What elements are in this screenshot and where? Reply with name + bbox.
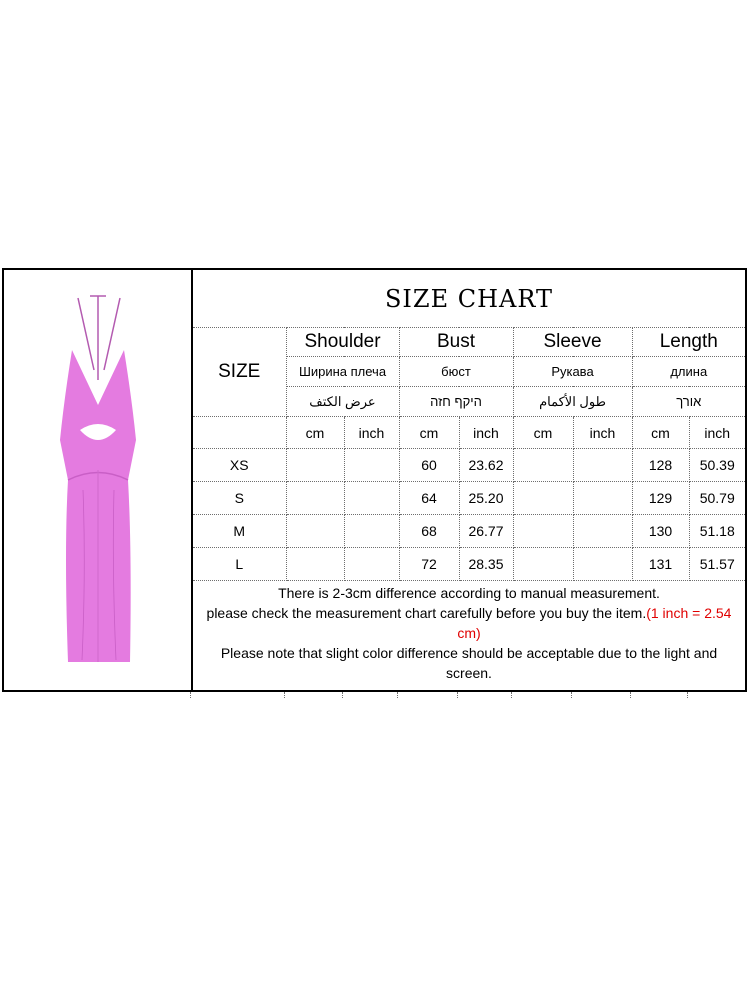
note-line-2-text: please check the measurement chart carefully before you buy the item.: [206, 605, 647, 621]
shoulder-cm-cell: [286, 482, 344, 515]
shoulder-inch-cell: [344, 548, 399, 581]
bust-header: Bust: [399, 328, 513, 357]
note-line-2: [197, 603, 741, 643]
length-inch-cell: 50.79: [689, 482, 745, 515]
sleeve-cm-cell: [513, 449, 573, 482]
unit-cm: cm: [513, 417, 573, 449]
unit-cm: cm: [632, 417, 689, 449]
sleeve-cm-cell: [513, 482, 573, 515]
grid-tail-lines: [2, 692, 747, 698]
size-table-area: [193, 270, 745, 690]
size-cell: XS: [193, 449, 286, 482]
unit-inch: inch: [573, 417, 632, 449]
unit-cm: cm: [286, 417, 344, 449]
sleeve-inch-cell: [573, 548, 632, 581]
bust-cm-cell: 72: [399, 548, 459, 581]
sleeve-inch-cell: [573, 482, 632, 515]
length-inch-cell: 50.39: [689, 449, 745, 482]
length-header-he: אורך: [632, 387, 745, 417]
chart-title: SIZE CHART: [193, 270, 745, 328]
grid-tail-col: [458, 692, 512, 698]
length-cm-cell: 130: [632, 515, 689, 548]
size-table: [193, 270, 745, 685]
table-row: [193, 515, 745, 548]
inch-conversion-note: (1 inch = 2.54 cm): [457, 605, 732, 641]
grid-tail-col: [343, 692, 398, 698]
sleeve-inch-cell: [573, 449, 632, 482]
shoulder-header-ru: Ширина плеча: [286, 357, 399, 387]
product-photo: [4, 270, 193, 690]
length-inch-cell: 51.57: [689, 548, 745, 581]
table-row: [193, 482, 745, 515]
sleeve-cm-cell: [513, 515, 573, 548]
length-cm-cell: 128: [632, 449, 689, 482]
unit-empty: [193, 417, 286, 449]
grid-tail-col: [512, 692, 572, 698]
grid-tail-col: [191, 692, 285, 698]
note-line-1: There is 2-3cm difference according to manual measurement.: [278, 585, 660, 601]
shoulder-cm-cell: [286, 515, 344, 548]
sleeve-header-ar: طول الأكمام: [513, 387, 632, 417]
size-cell: M: [193, 515, 286, 548]
length-cm-cell: 129: [632, 482, 689, 515]
table-row: [193, 449, 745, 482]
bust-cm-cell: 60: [399, 449, 459, 482]
bust-cm-cell: 64: [399, 482, 459, 515]
unit-cm: cm: [399, 417, 459, 449]
bust-inch-cell: 28.35: [459, 548, 513, 581]
grid-tail-col: [398, 692, 458, 698]
shoulder-header: Shoulder: [286, 328, 399, 357]
size-chart-frame: [2, 268, 747, 692]
table-row: [193, 548, 745, 581]
bust-inch-cell: 25.20: [459, 482, 513, 515]
shoulder-inch-cell: [344, 515, 399, 548]
note-line-3: Please note that slight color difference should be acceptable due to the light and screen.: [220, 645, 718, 681]
bust-cm-cell: 68: [399, 515, 459, 548]
unit-inch: inch: [689, 417, 745, 449]
shoulder-inch-cell: [344, 449, 399, 482]
measurement-notes: [193, 581, 745, 686]
bust-inch-cell: 23.62: [459, 449, 513, 482]
sleeve-inch-cell: [573, 515, 632, 548]
pink-halter-dress-image: [28, 290, 168, 670]
length-header: Length: [632, 328, 745, 357]
shoulder-inch-cell: [344, 482, 399, 515]
bust-inch-cell: 26.77: [459, 515, 513, 548]
length-header-ru: длина: [632, 357, 745, 387]
size-header: SIZE: [193, 328, 286, 417]
length-inch-cell: 51.18: [689, 515, 745, 548]
unit-inch: inch: [344, 417, 399, 449]
size-cell: S: [193, 482, 286, 515]
shoulder-cm-cell: [286, 548, 344, 581]
bust-header-he: היקף חזה: [399, 387, 513, 417]
bust-header-ru: бюст: [399, 357, 513, 387]
sleeve-cm-cell: [513, 548, 573, 581]
sleeve-header-ru: Рукава: [513, 357, 632, 387]
grid-tail-col: [572, 692, 631, 698]
unit-inch: inch: [459, 417, 513, 449]
sleeve-header: Sleeve: [513, 328, 632, 357]
grid-tail-col: [285, 692, 343, 698]
size-cell: L: [193, 548, 286, 581]
shoulder-cm-cell: [286, 449, 344, 482]
grid-tail-col: [2, 692, 191, 698]
grid-tail-col: [631, 692, 688, 698]
length-cm-cell: 131: [632, 548, 689, 581]
shoulder-header-ar: عرض الكتف: [286, 387, 399, 417]
